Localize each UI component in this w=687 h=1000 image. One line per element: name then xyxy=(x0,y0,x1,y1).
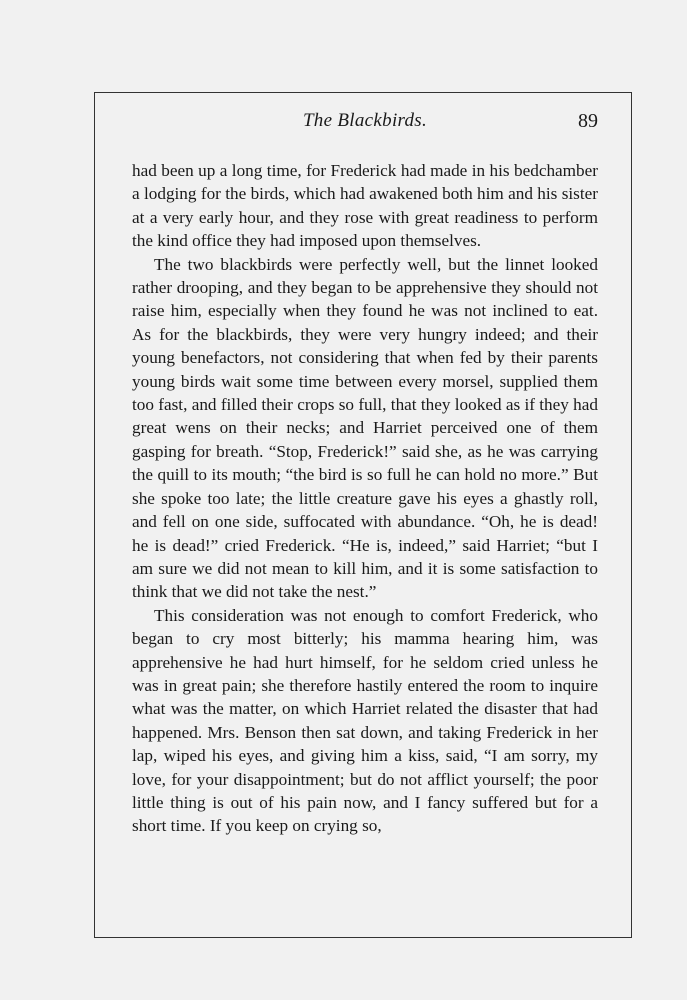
paragraph: This consideration was not enough to comfort Frederick, who began to cry most bitterly; his mamma hearing him, was apprehensive he had hurt himself, for he seldom cried unless he was in great pain; she therefore hastily entered the room to inquire what was the matter, on which Harriet related the disaster that had happened. Mrs. Benson then sat down, and taking Frederick in her lap, wiped his eyes, and giving him a kiss, said, “I am sorry, my love, for your disappointment; but do not afflict yourself; the poor little thing is out of his pain now, and I fancy suffered but for a short time. If you keep on crying so, xyxy=(132,605,598,836)
paragraph: The two blackbirds were perfectly well, but the linnet looked rather drooping, and they began to be apprehensive they should not raise him, especially when they found he was not inclined to eat. As for the blackbirds, they were very hungry indeed; and their young benefactors, not considering that when fed by their parents young birds wait some time between every morsel, supplied them too fast, and filled their crops so full, that they looked as if they had great wens on their necks; and Harriet perceived one of them gasping for breath. “Stop, Frederick!” said she, as he was carrying the quill to its mouth; “the bird is so full he can hold no more.” But she spoke too late; the little creature gave his eyes a ghastly roll, and fell on one side, suffocated with abundance. “Oh, he is dead! he is dead!” cried Frederick. “He is, indeed,” said Harriet; “but I am sure we did not mean to kill him, and it is some satisfaction to think that we did not take the nest.” xyxy=(132,254,598,602)
body-text xyxy=(132,159,598,838)
border-right-rule xyxy=(631,92,632,938)
paragraph: had been up a long time, for Frederick had made in his bedchamber a lodging for the birds, which had awakened both him and his sister at a very early hour, and they rose with great readiness to perform the kind office they had imposed upon themselves. xyxy=(132,161,598,251)
running-title: The Blackbirds. xyxy=(302,110,428,131)
page-header xyxy=(132,108,598,138)
border-bottom-rule xyxy=(94,937,632,938)
border-top-rule xyxy=(94,92,632,93)
border-left-rule xyxy=(94,92,95,938)
page-number: 89 xyxy=(578,110,598,132)
